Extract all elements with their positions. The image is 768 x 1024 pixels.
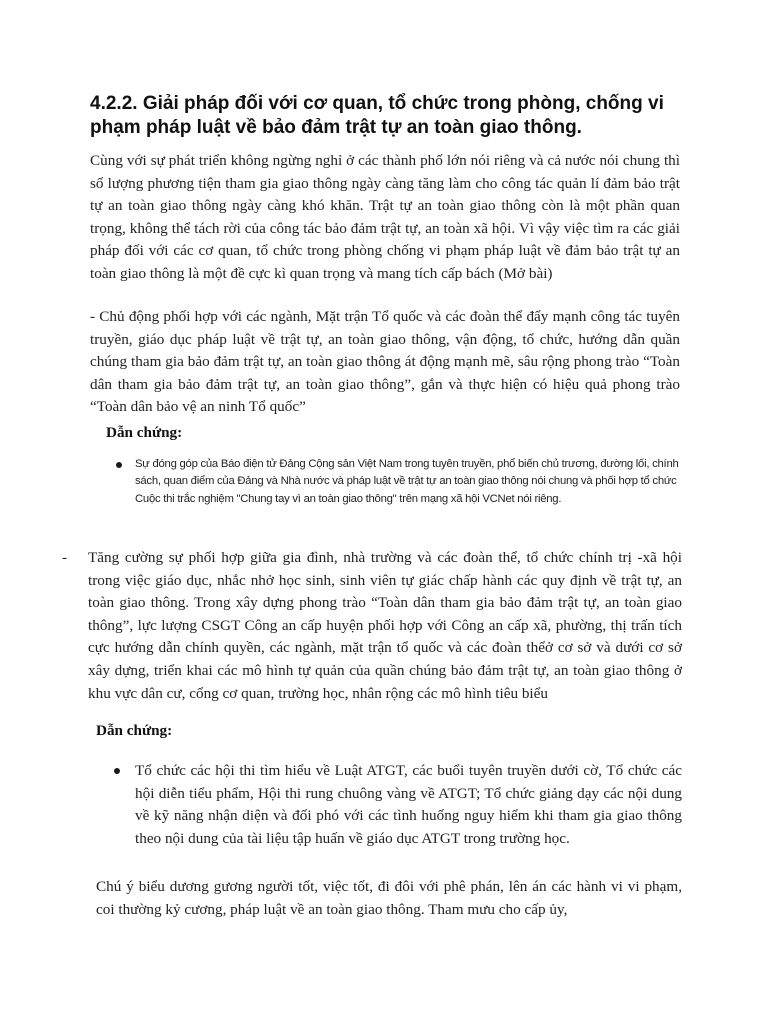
section-heading: 4.2.2. Giải pháp đối với cơ quan, tổ chức trong phòng, chống vi phạm pháp luật về bảo đảm trật tự an toàn giao thông. <box>90 93 664 138</box>
closing-paragraph: Chú ý biểu dương gương người tốt, việc tốt, đi đôi với phê phán, lên án các hành vi vi phạm, coi thường kỷ cương, pháp luật về an toàn giao thông. Tham mưu cho cấp ủy, <box>96 878 682 918</box>
evidence-bullet-1-text: Sự đóng góp của Báo điện tử Đảng Cộng sản Việt Nam trong tuyên truyền, phổ biến chủ trương, đường lối, chính sách, quan điểm của Đảng và Nhà nước và pháp luật về trật tự an toàn giao thông nói chung và phối hợp tổ chức Cuộc thi trắc nghiệm "Chung tay vì an toàn giao thông" trên mạng xã hội VCNet nói riêng. <box>135 458 679 505</box>
evidence-bullet-2-text: Tổ chức các hội thi tìm hiểu về Luật ATGT, các buổi tuyên truyền dưới cờ, Tổ chức các hội diễn tiểu phẩm, Hội thi rung chuông vàng về ATGT; Tổ chức giảng dạy các nội dung về kỹ năng nhận diện và đối phó với các tình huống nguy hiểm khi tham gia giao thông theo nội dung của tài liệu tập huấn về giáo dục ATGT trong trường học. <box>135 762 682 847</box>
intro-paragraph: Cùng với sự phát triển không ngừng nghỉ ở các thành phố lớn nói riêng và cả nước nói chung thì số lượng phương tiện tham gia giao thông ngày càng tăng làm cho công tác quản lí đảm bảo trật tự an toàn giao thông ngày càng khó khăn. Trật tự an toàn giao thông còn là một phần quan trọng, không thể tách rời của công tác bảo đảm trật tự, an toàn xã hội. Vì vậy việc tìm ra các giải pháp đối với các cơ quan, tổ chức trong phòng chống vi phạm pháp luật về đảm bảo trật tự an toàn giao thông là một đề cực kì quan trọng và mang tích cấp bách (Mở bài) <box>90 152 680 282</box>
evidence-label-2: Dẫn chứng: <box>96 722 173 739</box>
evidence-bullet-1 <box>116 456 682 508</box>
solution-dash-item-text: Tăng cường sự phối hợp giữa gia đình, nhà trường và các đoàn thể, tổ chức chính trị -xã hội trong việc giáo dục, nhắc nhở học sinh, sinh viên tự giác chấp hành các quy định về trật tự, an toàn giao thông. Trong xây dựng phong trào “Toàn dân tham gia bảo đảm trật tự, an toàn giao thông”, lực lượng CSGT Công an cấp huyện phối hợp với Công an cấp xã, phường, thị trấn tích cực hướng dẫn chính quyền, các ngành, mặt trận tổ quốc và các đoàn thểở cơ sở và dưới cơ sở xây dựng, triển khai các mô hình tự quản của quần chúng bảo đảm trật tự, an toàn giao thông ở khu vực dân cư, cổng cơ quan, trường học, nhân rộng các mô hình tiêu biểu <box>88 549 682 702</box>
solution-dash-item <box>62 547 682 705</box>
dash-marker: - <box>62 549 68 566</box>
evidence-bullet-2 <box>114 760 682 850</box>
solution-paragraph-1: - Chủ động phối hợp với các ngành, Mặt trận Tổ quốc và các đoàn thể đẩy mạnh công tác tuyên truyền, giáo dục pháp luật về trật tự, an toàn giao thông, vận động, tổ chức, hướng dẫn quần chúng tham gia bảo đảm trật tự, an toàn giao thông át động mạnh mẽ, sâu rộng phong trào “Toàn dân tham gia bảo đảm trật tự, an toàn giao thông”, gắn và thực hiện có hiệu quả phong trào “Toàn dân bảo vệ an ninh Tổ quốc” <box>90 308 680 416</box>
evidence-label-1: Dẫn chứng: <box>106 424 183 441</box>
bullet-dot-icon <box>116 462 122 468</box>
bullet-dot-icon <box>114 768 120 774</box>
